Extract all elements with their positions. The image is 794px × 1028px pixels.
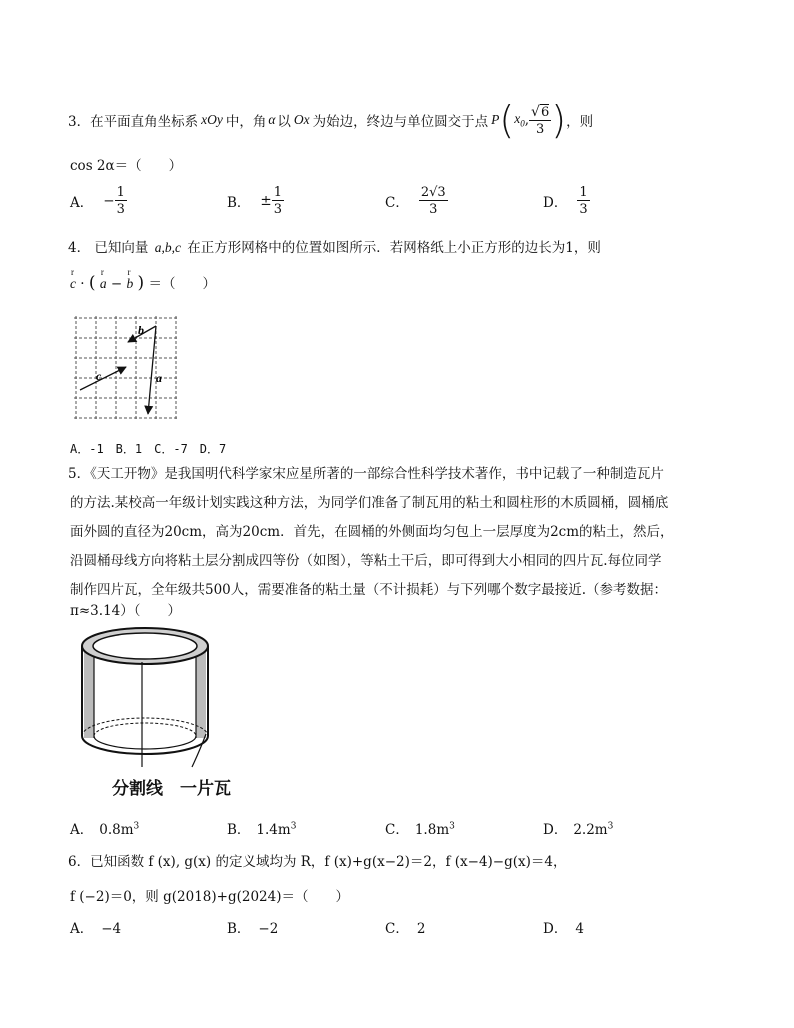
q5-line-1: 5．《天工开物》是我国明代科学家宋应星所著的一部综合性科学技术著作，书中记载了一种制造瓦片 [68,466,664,482]
q6-option-d[interactable]: D． 4 [543,921,584,937]
q3-line1: 3． 在平面直角坐标系 xOy 中，角 α 以 Ox 为始边，终边与单位圆交于点 P ( $x_0$ , $\frac{√6}{3}$ ) ，则 [68,98,594,142]
q5-option-c[interactable]: C． $1.8m^3$ [385,821,455,838]
q4-vectors: a,b,c [154,240,181,255]
q3-option-d[interactable]: D． $\frac{1}{3}$ [543,185,588,217]
q4-line2: r c · ( r a − r b ) ＝（ ） [70,267,216,293]
q6-line2: f (−2)＝0，则 g(2018)+g(2024)＝（ ） [70,889,349,905]
q3-x0: $x_0$ [514,111,525,129]
q6-option-c[interactable]: C． 2 [385,921,426,937]
q4-text-b: 在正方形网格中的位置如图所示．若网格纸上小正方形的边长为1，则 [187,240,601,256]
q5-option-b[interactable]: B． $1.4m^3$ [227,821,297,838]
vector-b-label: b [138,323,144,337]
q3-option-a[interactable]: A． − $\frac{1}{3}$ [70,185,125,217]
q6-option-a[interactable]: A． −4 [70,921,122,937]
grid-lines [74,316,178,420]
q3-option-c[interactable]: C． $\frac{2√3}{3}$ [385,185,446,217]
q3-text-d: 为始边，终边与单位圆交于点 [312,114,489,130]
q3-text-b: 中，角 [225,114,267,130]
q5-line-3: 面外圆的直径为20cm，高为20cm．首先，在圆桶的外侧面均匀包上一层厚度为2cm的粘土，然后， [70,524,674,540]
vector-a-label: a [156,371,162,385]
q5-line-6: π≈3.14）（ ） [70,603,181,619]
q3-ox: Ox [293,112,310,127]
q3-text-e: ，则 [566,114,594,130]
q5-option-a[interactable]: A． $0.8m^3$ [70,821,140,838]
q5-line-4: 沿圆桶母线方向将粘土层分割成四等份（如图），等粘土干后，即可得到大小相同的四片瓦.每位同学 [70,553,662,569]
q5-line-5: 制作四片瓦，全年级共500人，需要准备的粘土量（不计损耗）与下列哪个数字最接近.（参考数据： [70,582,668,598]
q3-point-fraction: $\frac{√6}{3}$ [531,103,550,137]
q5-option-d[interactable]: D． $2.2m^3$ [543,821,614,838]
q4-options[interactable]: A．-1 B．1 C．-7 D．7 [70,442,227,456]
q3-right-paren: ) [551,98,567,142]
q3-alpha: α [268,112,276,127]
q6-line1: 6．已知函数 f (x), g(x) 的定义域均为 R，f (x)+g(x−2)＝2，f (x−4)−g(x)＝4， [68,854,567,870]
q3-option-b[interactable]: B． ± $\frac{1}{3}$ [227,185,283,217]
q3-left-paren: ( [499,98,515,142]
q3-point: P [491,112,500,127]
q3-coordinate-system: xOy [201,112,223,127]
q3-text-c: 以 [277,114,291,130]
q3-number: 3． [68,114,91,130]
q3-line2: cos 2α＝（ ） [70,158,183,174]
q5-figure-caption: 分割线 一片瓦 [112,779,231,799]
vector-c-label: c [96,369,102,383]
q5-line-2: 的方法.某校高一年级计划实践这种方法，为同学们准备了制瓦用的粘土和圆柱形的木质圆桶，圆桶底 [70,495,669,511]
vector-a-arrow [148,326,156,414]
q4-grid-figure [70,312,182,424]
q4-line1 [68,236,601,256]
q4-text-a: 已知向量 [94,240,149,256]
q6-option-b[interactable]: B． −2 [227,921,279,937]
q4-number: 4． [68,240,91,256]
q3-text-a: 在平面直角坐标系 [90,114,199,130]
